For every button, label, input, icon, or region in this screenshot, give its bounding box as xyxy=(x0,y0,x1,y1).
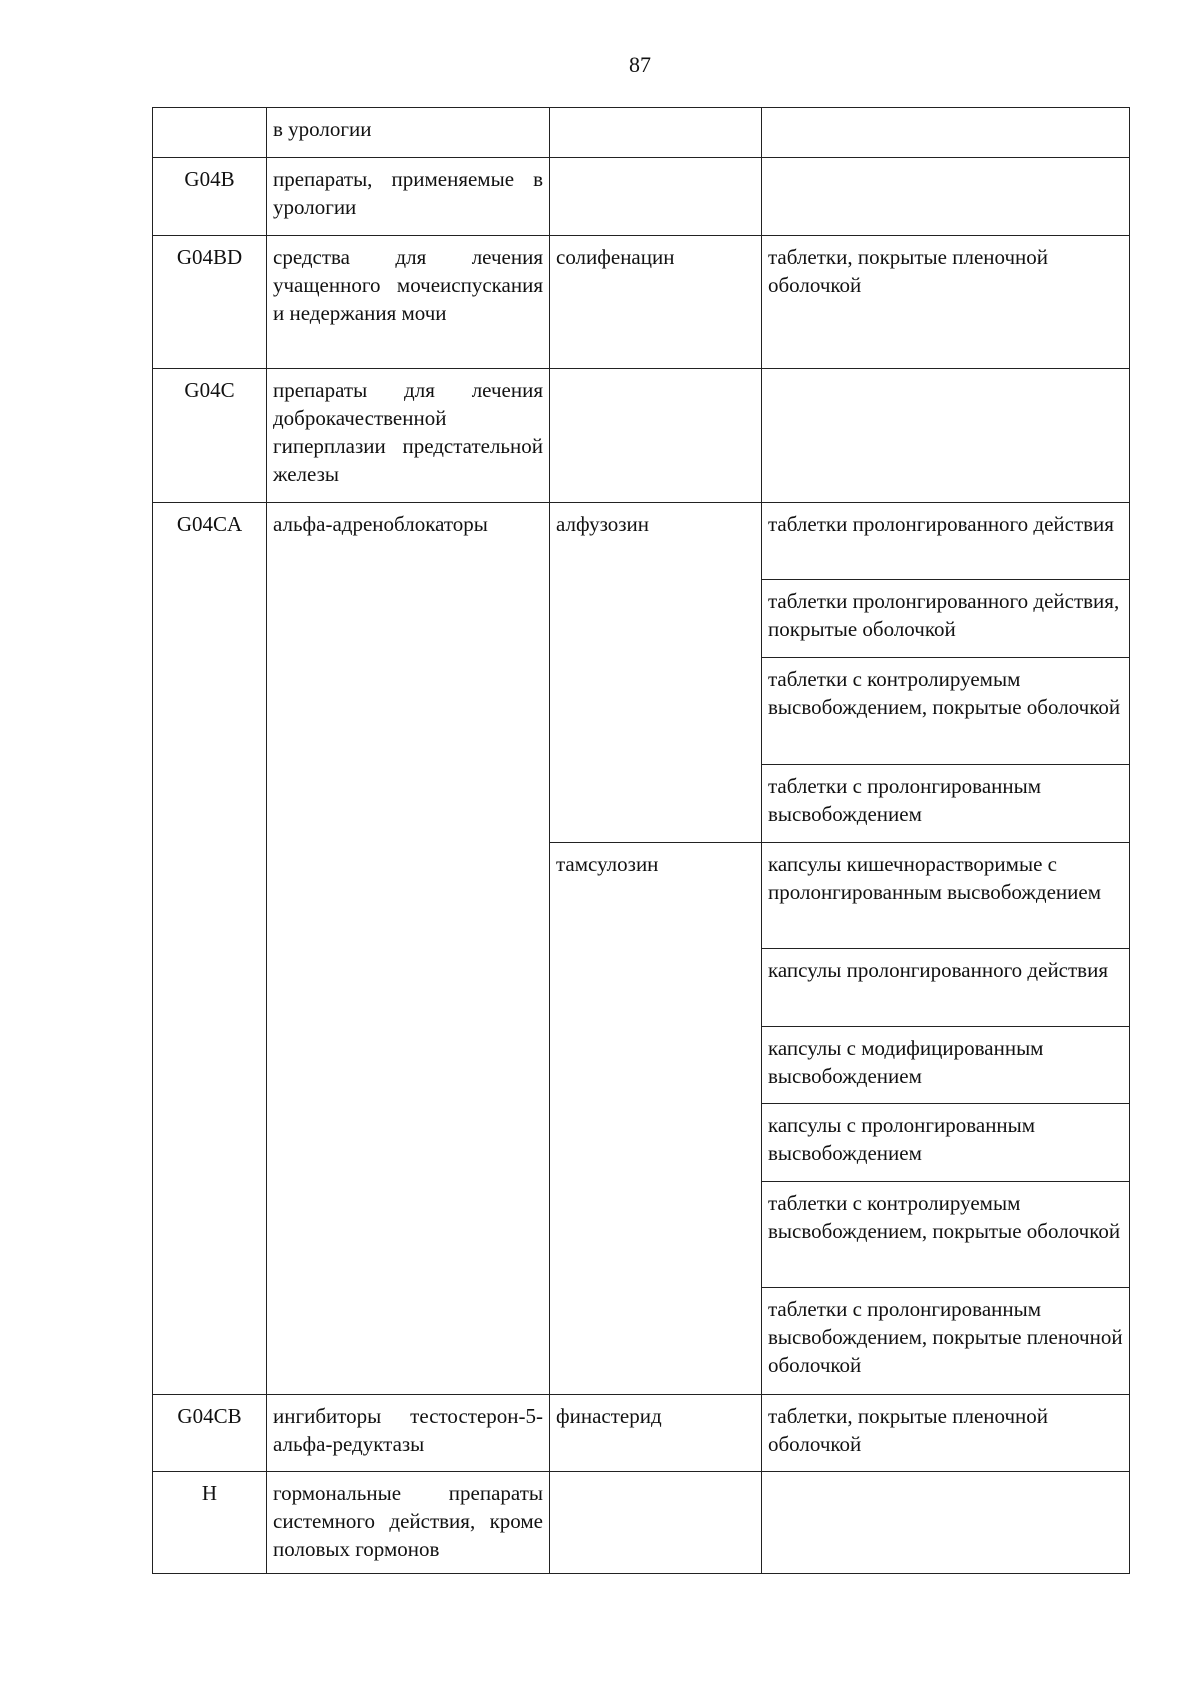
table-row xyxy=(153,236,1130,369)
substance-cell: солифенацин xyxy=(550,236,762,369)
atc-code-cell: G04CB xyxy=(153,1395,267,1472)
substance-cell: финастерид xyxy=(550,1395,762,1472)
dosage-form-cell xyxy=(762,369,1130,503)
table-row xyxy=(153,369,1130,503)
atc-group-cell: ингибиторы тестостерон-5-альфа-редуктазы xyxy=(267,1395,550,1472)
atc-table xyxy=(152,107,1130,1574)
dosage-form-cell: таблетки пролонгированного действия xyxy=(762,503,1130,580)
atc-group-cell: гормональные препараты системного действия, кроме половых гормонов xyxy=(267,1472,550,1574)
table-row xyxy=(153,1395,1130,1472)
substance-cell: тамсулозин xyxy=(550,843,762,1395)
dosage-form-cell: таблетки с контролируемым высвобождением, покрытые оболочкой xyxy=(762,658,1130,765)
dosage-form-cell xyxy=(762,108,1130,158)
page-number: 87 xyxy=(629,52,651,77)
substance-cell: алфузозин xyxy=(550,503,762,843)
table-row xyxy=(153,108,1130,158)
dosage-form-cell: таблетки пролонгированного действия, покрытые оболочкой xyxy=(762,580,1130,658)
atc-code-cell: G04BD xyxy=(153,236,267,369)
table-row xyxy=(153,158,1130,236)
atc-group-cell: в урологии xyxy=(267,108,550,158)
atc-group-cell: альфа-адреноблокаторы xyxy=(267,503,550,1395)
dosage-form-cell: капсулы с модифицированным высвобождением xyxy=(762,1027,1130,1104)
atc-group-cell: препараты для лечения доброкачественной гиперплазии предстательной железы xyxy=(267,369,550,503)
substance-cell xyxy=(550,1472,762,1574)
dosage-form-cell: таблетки с пролонгированным высвобождением xyxy=(762,765,1130,843)
atc-code-cell: H xyxy=(153,1472,267,1574)
table-row xyxy=(153,503,1130,580)
dosage-form-cell: таблетки, покрытые пленочной оболочкой xyxy=(762,236,1130,369)
substance-cell xyxy=(550,369,762,503)
dosage-form-cell: таблетки с контролируемым высвобождением, покрытые оболочкой xyxy=(762,1182,1130,1288)
substance-cell xyxy=(550,158,762,236)
atc-code-cell: G04C xyxy=(153,369,267,503)
atc-code-cell: G04B xyxy=(153,158,267,236)
dosage-form-cell xyxy=(762,158,1130,236)
atc-group-cell: средства для лечения учащенного мочеиспускания и недержания мочи xyxy=(267,236,550,369)
dosage-form-cell: капсулы с пролонгированным высвобождением xyxy=(762,1104,1130,1182)
dosage-form-cell xyxy=(762,1472,1130,1574)
substance-cell xyxy=(550,108,762,158)
dosage-form-cell: таблетки с пролонгированным высвобождением, покрытые пленочной оболочкой xyxy=(762,1288,1130,1395)
table-row xyxy=(153,1472,1130,1574)
dosage-form-cell: капсулы пролонгированного действия xyxy=(762,949,1130,1027)
atc-code-cell xyxy=(153,108,267,158)
dosage-form-cell: капсулы кишечнорастворимые с пролонгированным высвобождением xyxy=(762,843,1130,949)
dosage-form-cell: таблетки, покрытые пленочной оболочкой xyxy=(762,1395,1130,1472)
atc-group-cell: препараты, применяемые в урологии xyxy=(267,158,550,236)
atc-code-cell: G04CA xyxy=(153,503,267,1395)
